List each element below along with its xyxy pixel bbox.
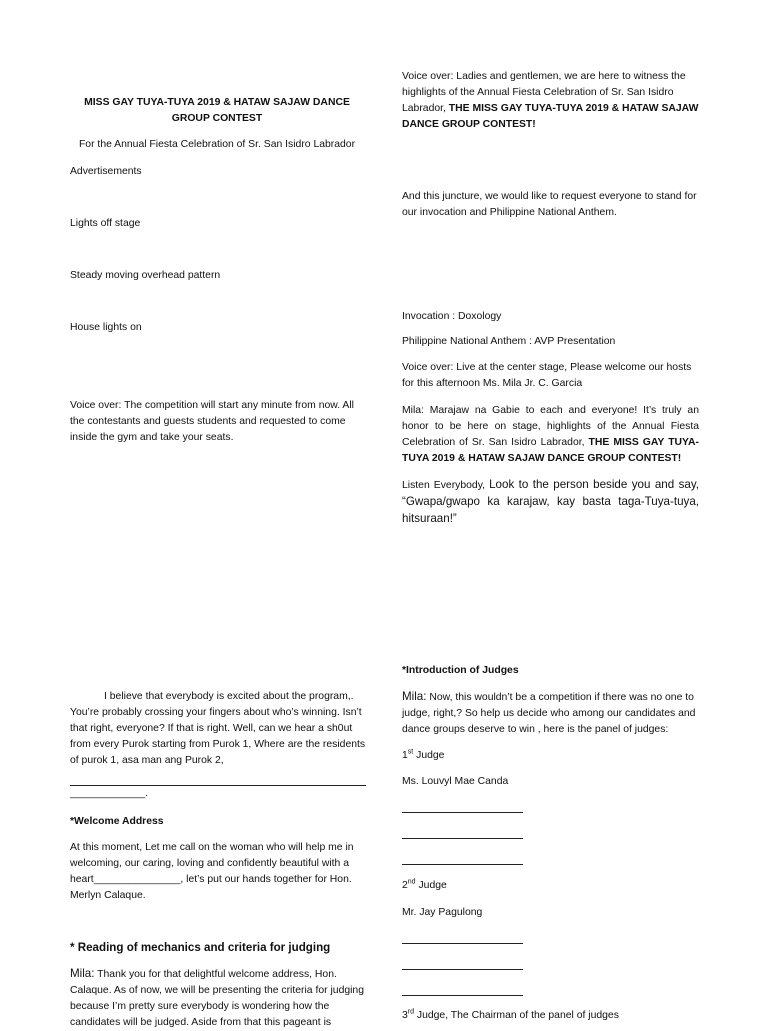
judge-1-blank-line-3 bbox=[402, 864, 523, 865]
judges-heading: *Introduction of Judges bbox=[402, 665, 519, 676]
cue-house-lights: House lights on bbox=[70, 322, 142, 333]
judge-2-label: Judge bbox=[415, 880, 447, 891]
excited-paragraph: I believe that everybody is excited about the program,. You’re probably crossing your fingers about who’s winning. Isn’t that right, everyone? If that is right. Well, can we hear a sh0ut from every Purok starting from Purok 1, Where are the residents of purok 1, asa man ang Purok 2, bbox=[70, 691, 366, 766]
welcome-paragraph bbox=[70, 840, 366, 904]
listen-lead: Listen Everybody, bbox=[402, 480, 490, 491]
judge-3-number: 3 bbox=[402, 1010, 408, 1021]
mechanics-speaker: Mila: bbox=[70, 967, 95, 980]
judge-2-blank-line-3 bbox=[402, 995, 523, 996]
judge-3-heading bbox=[402, 1008, 699, 1024]
document-title: MISS GAY TUYA-TUYA 2019 & HATAW SAJAW DANCE GROUP CONTEST bbox=[84, 97, 350, 124]
anthem-line: Philippine National Anthem : AVP Presentation bbox=[402, 336, 616, 347]
judge-2-name: Mr. Jay Pagulong bbox=[402, 907, 483, 918]
judge-1-heading bbox=[402, 748, 699, 764]
judge-1-blank-line-2 bbox=[402, 838, 523, 839]
cue-lights-off: Lights off stage bbox=[70, 218, 141, 229]
mila-greeting-bold: THE MISS GAY TUYA-TUYA 2019 & HATAW SAJAW DANCE GROUP CONTEST! bbox=[402, 437, 699, 464]
judge-1-suffix: st bbox=[407, 748, 414, 756]
voice-over-intro bbox=[402, 69, 699, 133]
welcome-text-b: , let’s put our hands together for Hon. Merlyn Calaque. bbox=[70, 874, 352, 901]
document-subtitle: For the Annual Fiesta Celebration of Sr. San Isidro Labrador bbox=[78, 139, 356, 150]
judge-2-suffix: nd bbox=[407, 878, 416, 886]
welcome-text-a: At this moment, Let me call on the woman who will help me in welcoming, our caring, loving and confidently beautiful with a heart bbox=[70, 842, 354, 885]
judges-text: Now, this wouldn’t be a competition if there was no one to judge, right,? So help us decide who among our candidates and dance groups deserve to win , here is the panel of judges: bbox=[402, 692, 696, 735]
judge-2-blank-line-2 bbox=[402, 969, 523, 970]
cue-overhead-pattern: Steady moving overhead pattern bbox=[70, 270, 221, 281]
listen-paragraph bbox=[402, 477, 699, 528]
welcome-heading: *Welcome Address bbox=[70, 816, 164, 827]
judges-speaker: Mila: bbox=[402, 690, 427, 703]
judges-paragraph bbox=[402, 689, 699, 738]
voice-over-start: Voice over: The competition will start any minute from now. All the contestants and guests students and requested to come inside the gym and take your seats. bbox=[70, 400, 354, 443]
juncture-paragraph: And this juncture, we would like to request everyone to stand for our invocation and Philippine National Anthem. bbox=[402, 191, 697, 218]
judge-1-name: Ms. Louvyl Mae Canda bbox=[402, 776, 509, 787]
voice-over-intro-text: Voice over: Ladies and gentlemen, we are here to witness the highlights of the Annual Fiesta Celebration of Sr. San Isidro Labrador, bbox=[402, 71, 686, 114]
cue-advertisements: Advertisements bbox=[70, 166, 142, 177]
mila-greeting bbox=[402, 403, 699, 467]
blank-tail: _____________. bbox=[70, 788, 149, 799]
judge-3-label: Judge, The Chairman of the panel of judges bbox=[414, 1010, 619, 1021]
mechanics-heading: * Reading of mechanics and criteria for judging bbox=[70, 941, 331, 954]
judge-2-blank-line-1 bbox=[402, 943, 523, 944]
judge-1-label: Judge bbox=[413, 750, 445, 761]
voice-over-intro-bold: THE MISS GAY TUYA-TUYA 2019 & HATAW SAJAW DANCE GROUP CONTEST! bbox=[402, 103, 699, 130]
mechanics-paragraph bbox=[70, 966, 366, 1031]
voice-over-hosts: Voice over: Live at the center stage, Please welcome our hosts for this afternoon Ms. Mila Jr. C. Garcia bbox=[402, 362, 692, 389]
judge-3-suffix: rd bbox=[407, 1008, 415, 1016]
mila-greeting-text: Mila: Marajaw na Gabie to each and everyone! It’s truly an honor to be here on stage, highlights of the Annual Fiesta Celebration of Sr. San Isidro Labrador, bbox=[402, 405, 699, 448]
welcome-blank: _______________ bbox=[93, 874, 181, 885]
listen-text: Look to the person beside you and say, “Gwapa/gwapo ka karajaw, kay basta taga-Tuya-tuya, hitsuraan!” bbox=[402, 478, 699, 525]
judge-1-number: 1 bbox=[402, 750, 408, 761]
mechanics-text: Thank you for that delightful welcome address, Hon. Calaque. As of now, we will be presenting the criteria for judging because I’m pretty sure everybody is wondering how the candidates will be judged. Aside from that this pageant is bbox=[70, 969, 364, 1028]
judge-2-number: 2 bbox=[402, 880, 408, 891]
invocation-line: Invocation : Doxology bbox=[402, 311, 502, 322]
judge-1-blank-line-1 bbox=[402, 812, 523, 813]
judge-2-heading bbox=[402, 878, 699, 894]
